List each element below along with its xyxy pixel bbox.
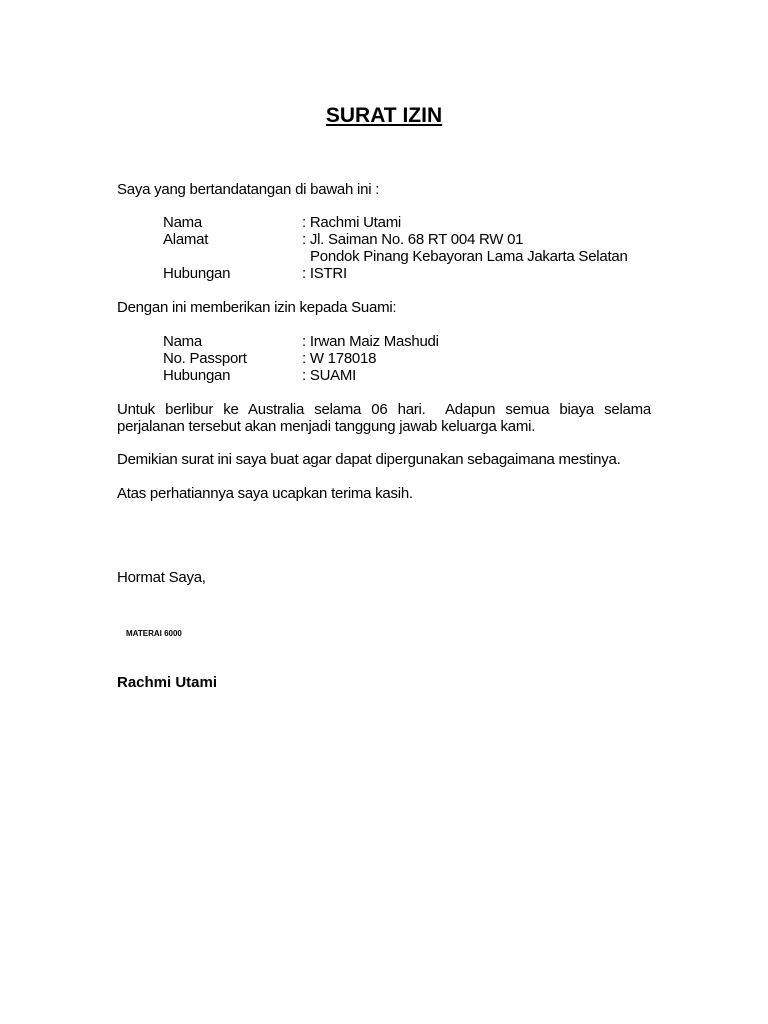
applicant-address-label: Alamat — [163, 231, 209, 248]
stamp-label: MATERAI 6000 — [126, 629, 182, 638]
permission-text: Dengan ini memberikan izin kepada Suami: — [117, 299, 397, 316]
applicant-address-continued-value: Pondok Pinang Kebayoran Lama Jakarta Selatan — [310, 248, 628, 265]
thanks-text: Atas perhatiannya saya ucapkan terima kasih. — [117, 485, 413, 502]
signer-name: Rachmi Utami — [117, 674, 218, 691]
husband-name-label: Nama — [163, 333, 203, 350]
husband-relation-label: Hubungan — [163, 367, 231, 384]
closing-statement: Demikian surat ini saya buat agar dapat dipergunakan sebagaimana mestinya. — [117, 451, 621, 468]
applicant-relation-value: : ISTRI — [302, 265, 347, 282]
husband-name-value: : Irwan Maiz Mashudi — [302, 333, 439, 350]
intro-text: Saya yang bertandatangan di bawah ini : — [117, 181, 380, 198]
purpose-paragraph: Untuk berlibur ke Australia selama 06 hari. Adapun semua biaya selama perjalanan tersebut akan menjadi tanggung jawab keluarga kami. — [117, 401, 655, 435]
applicant-address-value: : Jl. Saiman No. 68 RT 004 RW 01 — [302, 231, 524, 248]
applicant-name-label: Nama — [163, 214, 203, 231]
salutation: Hormat Saya, — [117, 569, 206, 586]
husband-passport-label: No. Passport — [163, 350, 247, 367]
husband-passport-value: : W 178018 — [302, 350, 377, 367]
letter-title: SURAT IZIN — [325, 104, 443, 127]
applicant-name-value: : Rachmi Utami — [302, 214, 402, 231]
applicant-relation-label: Hubungan — [163, 265, 231, 282]
husband-relation-value: : SUAMI — [302, 367, 357, 384]
